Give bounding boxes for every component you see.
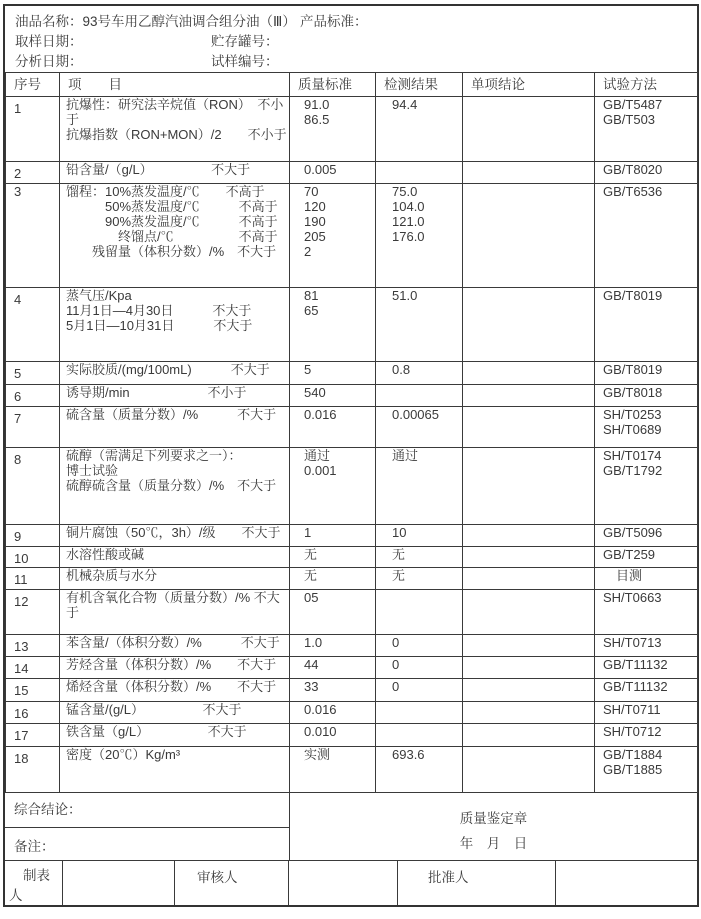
item-cell: [60, 407, 290, 448]
standard-cell-line: 0.010: [304, 724, 337, 739]
method-cell: [595, 568, 698, 590]
row-number-cell: [6, 385, 60, 407]
item-cell-line: 硫含量（质量分数）/% 不大于: [66, 407, 277, 422]
method-cell: [595, 97, 698, 162]
row-number-cell: [6, 657, 60, 679]
standard-cell-line: 5: [304, 362, 312, 377]
standard-cell-line: 33: [304, 679, 319, 694]
item-cell: [60, 97, 290, 162]
item-cell: [60, 547, 290, 568]
method-cell-line: GB/T8019: [603, 288, 663, 303]
standard-cell: [290, 547, 376, 568]
standard-cell-line: 2: [304, 244, 312, 259]
standard-cell: [290, 568, 376, 590]
conclusion-cell: [463, 407, 595, 448]
method-cell-line: GB/T1884: [603, 747, 663, 762]
table-row: [6, 590, 698, 635]
result-cell: [376, 385, 463, 407]
item-cell: [60, 448, 290, 525]
row-number-cell: [6, 747, 60, 793]
method-cell: [595, 590, 698, 635]
result-cell-line: 0: [392, 679, 400, 694]
row-number: 3: [14, 184, 22, 199]
method-cell: [595, 702, 698, 724]
result-cell-line: 0.00065: [392, 407, 439, 422]
item-cell: [60, 288, 290, 362]
info-line-analysis: [5, 52, 697, 72]
conclusion-cell: [463, 657, 595, 679]
result-cell: [376, 448, 463, 525]
standard-cell-line: 70: [304, 184, 319, 199]
result-cell: [376, 362, 463, 385]
standard-cell: [290, 184, 376, 288]
standard-cell: [290, 288, 376, 362]
item-cell-line: 于: [66, 605, 80, 620]
footer-left: [5, 793, 290, 860]
item-cell: [60, 724, 290, 747]
result-cell-line: 0: [392, 635, 400, 650]
result-cell: [376, 590, 463, 635]
product-name: 油品名称：93号车用乙醇汽油调合组分油（Ⅲ）: [15, 14, 296, 29]
result-cell-line: 无: [392, 568, 406, 583]
conclusion-cell: [463, 635, 595, 657]
row-number: 11: [14, 572, 28, 587]
signature-row: [5, 860, 697, 905]
item-cell-line: 机械杂质与水分: [66, 568, 158, 583]
result-cell-line: 51.0: [392, 288, 418, 303]
header-seq: 序号: [6, 73, 60, 97]
seal-date: 年 月 日: [459, 836, 528, 851]
item-cell: [60, 657, 290, 679]
conclusion-cell: [463, 162, 595, 184]
result-cell-line: 0.8: [392, 362, 411, 377]
result-cell: [376, 184, 463, 288]
conclusion-cell: [463, 97, 595, 162]
conclusion-cell: [463, 568, 595, 590]
standard-cell: [290, 635, 376, 657]
standard-cell-line: 120: [304, 199, 326, 214]
row-number: 10: [14, 551, 29, 566]
conclusion-cell: [463, 288, 595, 362]
standard-cell-line: 91.0: [304, 97, 330, 112]
standard-cell: [290, 385, 376, 407]
row-number: 13: [14, 639, 29, 654]
row-number-cell: [6, 724, 60, 747]
standard-cell: [290, 525, 376, 547]
result-cell-line: 693.6: [392, 747, 425, 762]
row-number: 12: [14, 594, 29, 609]
result-cell-line: 通过: [392, 448, 419, 463]
header-method: 试验方法: [595, 73, 698, 97]
item-cell: [60, 679, 290, 702]
table-row: [6, 724, 698, 747]
conclusion-cell: [463, 679, 595, 702]
conclusion-cell: [463, 448, 595, 525]
row-number-cell: [6, 702, 60, 724]
method-cell: [595, 448, 698, 525]
table-row: [6, 657, 698, 679]
table-row: [6, 747, 698, 793]
item-cell-line: 芳烃含量（体积分数）/% 不大于: [66, 657, 277, 672]
reviewer-signature-space: [289, 861, 398, 905]
item-cell-line: 有机含氧化合物（质量分数）/% 不大: [66, 590, 280, 605]
item-cell-line: 锰含量/(g/L） 不大于: [66, 702, 242, 717]
result-cell: [376, 657, 463, 679]
result-cell-line: 121.0: [392, 214, 425, 229]
item-cell-line: 蒸气压/Kpa: [66, 288, 132, 303]
method-cell-line: SH/T0253: [603, 407, 662, 422]
item-cell: [60, 635, 290, 657]
standard-cell: [290, 407, 376, 448]
row-number: 16: [14, 706, 29, 721]
result-cell: [376, 635, 463, 657]
standard-cell-line: 实测: [304, 747, 331, 762]
seal-title: 质量鉴定章: [459, 811, 528, 826]
standard-cell-line: 205: [304, 229, 326, 244]
quality-report-document: [3, 4, 699, 907]
item-cell-line: 铅含量/（g/L） 不大于: [66, 162, 251, 177]
item-cell-line: 终馏点/℃ 不高于: [66, 229, 278, 244]
item-cell-line: 苯含量/（体积分数）/% 不大于: [66, 635, 280, 650]
row-number: 4: [14, 292, 22, 307]
result-cell: [376, 747, 463, 793]
standard-cell-line: 05: [304, 590, 319, 605]
header-standard: 质量标准: [290, 73, 376, 97]
standard-cell: [290, 97, 376, 162]
approver-label: 批准人: [398, 861, 556, 905]
item-cell-line: 诱导期/min 不小于: [66, 385, 247, 400]
result-cell-line: 104.0: [392, 199, 425, 214]
result-cell: [376, 162, 463, 184]
table-row: [6, 385, 698, 407]
standard-cell-line: 65: [304, 303, 319, 318]
standard-cell-line: 190: [304, 214, 326, 229]
row-number-cell: [6, 590, 60, 635]
standard-cell-line: 86.5: [304, 112, 330, 127]
result-cell: [376, 547, 463, 568]
summary-label: 综合结论：: [5, 793, 289, 828]
item-cell: [60, 162, 290, 184]
method-cell-line: GB/T11132: [603, 679, 668, 694]
approver-signature-space: [556, 861, 697, 905]
remarks-label: 备注：: [14, 839, 55, 854]
result-cell-line: 无: [392, 547, 406, 562]
table-row: [6, 547, 698, 568]
table-row: [6, 362, 698, 385]
result-cell-line: 75.0: [392, 184, 418, 199]
header-item: 项 目: [60, 73, 290, 97]
row-number-cell: [6, 97, 60, 162]
item-cell-line: 馏程：10%蒸发温度/℃ 不高于: [66, 184, 265, 199]
item-cell: [60, 747, 290, 793]
method-cell-line: GB/T259: [603, 547, 656, 562]
item-cell: [60, 590, 290, 635]
item-cell-line: 铁含量（g/L） 不大于: [66, 724, 247, 739]
product-standard-label: 产品标准：: [300, 14, 368, 29]
conclusion-cell: [463, 385, 595, 407]
standard-cell: [290, 702, 376, 724]
method-cell-line: GB/T1792: [603, 463, 663, 478]
standard-cell: [290, 448, 376, 525]
row-number: 15: [14, 683, 29, 698]
sampling-date-label: 取样日期：: [15, 34, 83, 49]
table-row: [6, 679, 698, 702]
method-cell: [595, 162, 698, 184]
result-cell: [376, 525, 463, 547]
standard-cell-line: 81: [304, 288, 319, 303]
result-cell: [376, 568, 463, 590]
report-footer: [5, 793, 697, 860]
seal-area: [290, 793, 697, 860]
row-number-cell: [6, 448, 60, 525]
method-cell-line: GB/T11132: [603, 657, 668, 672]
method-cell-line: GB/T5487: [603, 97, 663, 112]
item-cell: [60, 385, 290, 407]
result-cell-line: 94.4: [392, 97, 418, 112]
standard-cell-line: 1.0: [304, 635, 323, 650]
method-cell-line: SH/T0711: [603, 702, 661, 717]
method-cell-line: SH/T0663: [603, 590, 662, 605]
item-cell: [60, 568, 290, 590]
preparer-label: 制表人: [5, 861, 63, 905]
row-number-cell: [6, 568, 60, 590]
row-number: 5: [14, 366, 22, 381]
method-cell: [595, 362, 698, 385]
sample-no-label: 试样编号：: [211, 54, 279, 69]
table-row: [6, 97, 698, 162]
result-cell: [376, 702, 463, 724]
method-cell-line: GB/T8020: [603, 162, 663, 177]
conclusion-cell: [463, 747, 595, 793]
method-cell: [595, 747, 698, 793]
row-number-cell: [6, 407, 60, 448]
item-cell-line: 抗爆指数（RON+MON）/2 不小于: [66, 127, 287, 142]
conclusion-cell: [463, 184, 595, 288]
item-cell-line: 硫醇（需满足下列要求之一）：: [66, 448, 242, 463]
table-header-row: [6, 73, 698, 97]
result-cell-line: 0: [392, 657, 400, 672]
standard-cell: [290, 362, 376, 385]
standard-cell: [290, 657, 376, 679]
method-cell-line: GB/T503: [603, 112, 656, 127]
row-number: 2: [14, 166, 22, 181]
row-number-cell: [6, 184, 60, 288]
item-cell-line: 抗爆性：研究法辛烷值（RON） 不小: [66, 97, 284, 112]
item-cell: [60, 702, 290, 724]
row-number-cell: [6, 679, 60, 702]
row-number: 18: [14, 751, 29, 766]
method-cell: [595, 184, 698, 288]
method-cell: [595, 657, 698, 679]
item-cell-line: 50%蒸发温度/℃ 不高于: [66, 199, 278, 214]
result-cell: [376, 679, 463, 702]
row-number: 6: [14, 389, 22, 404]
header-result: 检测结果: [376, 73, 463, 97]
row-number: 14: [14, 661, 29, 676]
method-cell: [595, 724, 698, 747]
method-cell-line: SH/T0713: [603, 635, 662, 650]
tank-no-label: 贮存罐号：: [211, 34, 279, 49]
item-cell-line: 硫醇硫含量（质量分数）/% 不大于: [66, 478, 277, 493]
row-number: 17: [14, 728, 29, 743]
conclusion-cell: [463, 702, 595, 724]
standard-cell-line: 0.016: [304, 702, 337, 717]
method-cell: [595, 635, 698, 657]
method-cell: [595, 385, 698, 407]
table-row: [6, 407, 698, 448]
result-cell: [376, 407, 463, 448]
standard-cell-line: 0.001: [304, 463, 337, 478]
table-row: [6, 568, 698, 590]
method-cell-line: GB/T8019: [603, 362, 663, 377]
item-cell-line: 11月1日—4月30日 不大于: [66, 303, 252, 318]
item-cell-line: 90%蒸发温度/℃ 不高于: [66, 214, 278, 229]
standard-cell-line: 通过: [304, 448, 331, 463]
table-row: [6, 635, 698, 657]
result-cell-line: 176.0: [392, 229, 425, 244]
method-cell-line: GB/T5096: [603, 525, 663, 540]
table-row: [6, 525, 698, 547]
result-cell: [376, 97, 463, 162]
info-line-product: [5, 12, 697, 32]
standard-cell-line: 44: [304, 657, 319, 672]
row-number-cell: [6, 547, 60, 568]
method-cell: [595, 288, 698, 362]
item-cell-line: 博士试验: [66, 463, 119, 478]
method-cell-line: SH/T0712: [603, 724, 662, 739]
reviewer-label: 审核人: [175, 861, 289, 905]
item-cell-line: 密度（20℃）Kg/m³: [66, 747, 181, 762]
info-line-sampling: [5, 32, 697, 52]
standard-cell-line: 0.016: [304, 407, 337, 422]
item-cell-line: 铜片腐蚀（50℃，3h）/级 不大于: [66, 525, 281, 540]
table-row: [6, 162, 698, 184]
method-cell-line: SH/T0689: [603, 422, 662, 437]
row-number: 8: [14, 452, 22, 467]
standard-cell: [290, 747, 376, 793]
row-number-cell: [6, 635, 60, 657]
table-row: [6, 288, 698, 362]
document-header-info: [5, 6, 697, 72]
preparer-signature-space: [63, 861, 175, 905]
method-cell: [595, 547, 698, 568]
conclusion-cell: [463, 547, 595, 568]
row-number: 7: [14, 411, 22, 426]
item-cell: [60, 362, 290, 385]
method-cell-line: GB/T1885: [603, 762, 663, 777]
item-cell-line: 实际胶质/(mg/100mL) 不大于: [66, 362, 270, 377]
row-number: 9: [14, 529, 22, 544]
method-cell-line: 目测: [603, 568, 643, 583]
item-cell-line: 5月1日—10月31日 不大于: [66, 318, 253, 333]
standard-cell: [290, 724, 376, 747]
method-cell: [595, 407, 698, 448]
item-cell: [60, 184, 290, 288]
table-row: [6, 448, 698, 525]
conclusion-cell: [463, 362, 595, 385]
row-number-cell: [6, 525, 60, 547]
item-cell: [60, 525, 290, 547]
result-cell-line: 10: [392, 525, 407, 540]
standard-cell: [290, 162, 376, 184]
item-cell-line: 于: [66, 112, 80, 127]
conclusion-cell: [463, 590, 595, 635]
conclusion-cell: [463, 525, 595, 547]
table-row: [6, 184, 698, 288]
item-cell-line: 水溶性酸或碱: [66, 547, 145, 562]
method-cell-line: SH/T0174: [603, 448, 662, 463]
conclusion-cell: [463, 724, 595, 747]
standard-cell-line: 1: [304, 525, 312, 540]
standard-cell: [290, 679, 376, 702]
analysis-date-label: 分析日期：: [15, 54, 83, 69]
header-conclusion: 单项结论: [463, 73, 595, 97]
standard-cell-line: 540: [304, 385, 326, 400]
standard-cell-line: 0.005: [304, 162, 337, 177]
result-cell: [376, 288, 463, 362]
row-number-cell: [6, 362, 60, 385]
method-cell-line: GB/T8018: [603, 385, 663, 400]
method-cell: [595, 525, 698, 547]
row-number-cell: [6, 162, 60, 184]
row-number-cell: [6, 288, 60, 362]
test-items-table: [5, 72, 698, 793]
method-cell: [595, 679, 698, 702]
result-cell: [376, 724, 463, 747]
item-cell-line: 残留量（体积分数）/% 不大于: [66, 244, 277, 259]
method-cell-line: GB/T6536: [603, 184, 663, 199]
table-row: [6, 702, 698, 724]
item-cell-line: 烯烃含量（体积分数）/% 不大于: [66, 679, 277, 694]
row-number: 1: [14, 101, 22, 116]
standard-cell: [290, 590, 376, 635]
standard-cell-line: 无: [304, 547, 318, 562]
standard-cell-line: 无: [304, 568, 318, 583]
